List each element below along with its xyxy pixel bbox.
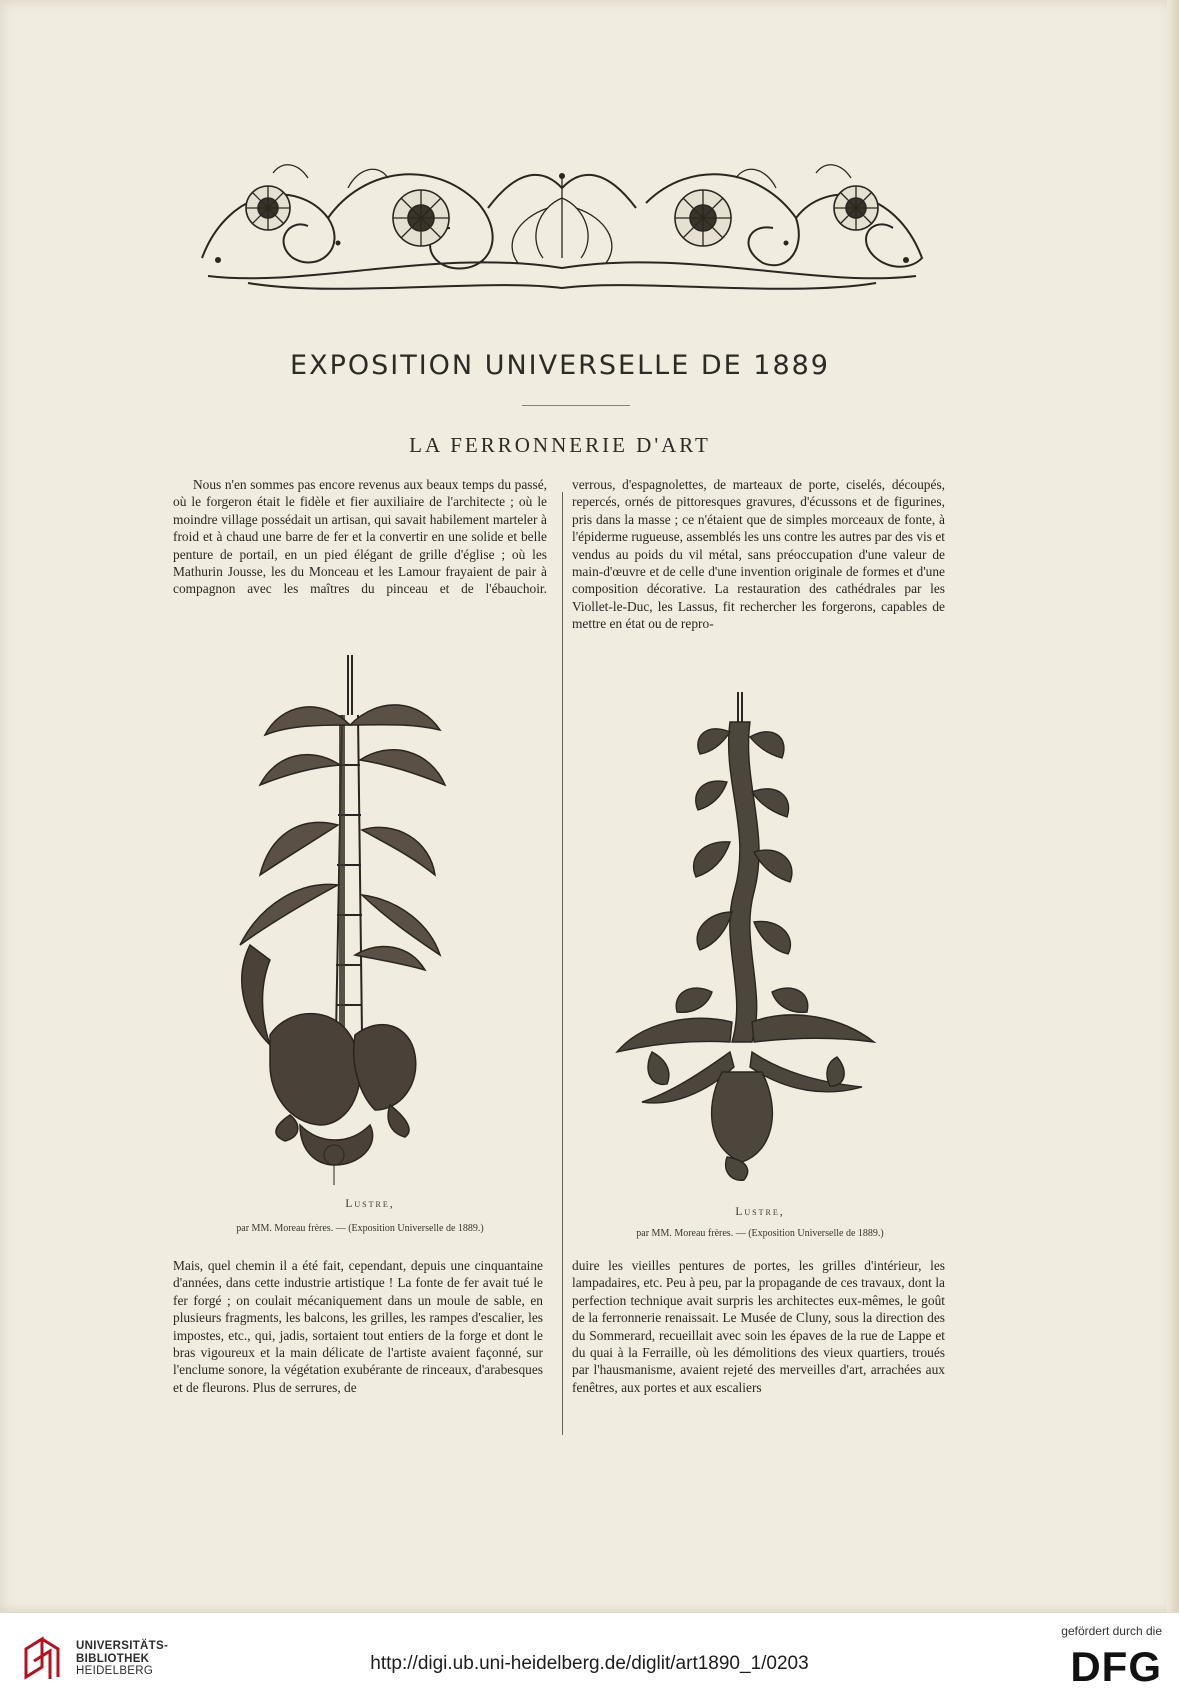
- paragraph-right-bottom: duire les vieilles pentures de portes, les grilles d'intérieur, les lampadaires, etc. Peu à peu, par la propagande de ces travaux, dont la perfection technique avait surpris les architectes eux-mêmes, le goût de la ferronnerie renaissait. Le Musée de Cluny, sous la direction des du Sommerard, recueillait avec soin les épaves de la rue de Lappe et du quai à la Ferraille, où les démolitions des vieux quartiers, troués par l'hausmanisme, avaient rejeté des merveilles d'art, arrachées aux fenêtres, aux portes et aux escaliers: [572, 1258, 945, 1395]
- column-divider: [562, 492, 563, 1435]
- title-divider: [522, 405, 630, 406]
- figure-1-caption-title: Lustre,: [345, 1198, 395, 1210]
- dfg-logo[interactable]: DFG: [1070, 1643, 1162, 1690]
- digitization-footer: [0, 1612, 1179, 1698]
- page-edge-shadow: [1167, 0, 1179, 1612]
- figure-2-caption-credit: par MM. Moreau frères. — (Exposition Universelle de 1889.): [636, 1228, 884, 1239]
- library-name-line-3: HEIDELBERG: [76, 1665, 154, 1677]
- figure-1-caption-credit: par MM. Moreau frères. — (Exposition Universelle de 1889.): [236, 1223, 484, 1234]
- article-subtitle: LA FERRONNERIE D'ART: [409, 433, 711, 457]
- ornamental-header-band: [188, 148, 936, 298]
- chandelier-illustration-vine: [612, 692, 882, 1207]
- chandelier-illustration-bamboo: [230, 655, 490, 1200]
- paragraph-left-bottom: Mais, quel chemin il a été fait, cependant, depuis une cinquantaine d'années, dans cette industrie artistique ! La fonte de fer avait tué le fer forgé ; on coulait mécaniquement dans un moule de sable, en plusieurs fragments, les balcons, les grilles, les rampes d'escalier, les impostes, etc., qui, jadis, sortaient tout entiers de la forge et dont le bras vigoureux et la main délicate de l'artiste avaient façonné, sur l'enclume sonore, la végétation exubérante de rinceaux, d'arabesques et de fleurons. Plus de serrures, de: [173, 1258, 543, 1395]
- article-title: EXPOSITION UNIVERSELLE DE 1889: [290, 350, 830, 381]
- paragraph-right-top: verrous, d'espagnolettes, de marteaux de porte, ciselés, découpés, repercés, ornés de pittoresques gravures, d'écussons et de figurines, pris dans la masse ; ce n'étaient que de simples morceaux de fonte, à l'épiderme rugueuse, assemblés les uns contre les autres par des vis et vendus au poids du vil métal, sans préoccupation d'une valeur de main-d'œuvre et de celle d'une invention originale de formes et d'une composition décorative. La restauration des cathédrales par les Viollet-le-Duc, les Lassus, fit rechercher les forgerons, capables de mettre en état ou de repro-: [572, 477, 945, 632]
- permalink-url[interactable]: http://digi.ub.uni-heidelberg.de/diglit/art1890_1/0203: [370, 1653, 809, 1674]
- library-name-line-1: UNIVERSITÄTS-: [76, 1640, 169, 1652]
- figure-2-caption-title: Lustre,: [735, 1206, 785, 1218]
- paragraph-left-top: Nous n'en sommes pas encore revenus aux beaux temps du passé, où le forgeron était le fidèle et fier auxiliaire de l'architecte ; où le moindre village possédait un artisan, qui savait habilement marteler à froid et à chaud une barre de fer et la convertir en une solide et belle penture de portail, en un pied élégant de grille d'église ; où les Mathurin Jousse, les du Monceau et les Lamour frayaient de pair à compagnon avec les maîtres du pinceau et de l'ébauchoir.: [173, 477, 547, 597]
- library-name-line-2: BIBLIOTHEK: [76, 1652, 150, 1665]
- funding-label: gefördert durch die: [1061, 1624, 1162, 1638]
